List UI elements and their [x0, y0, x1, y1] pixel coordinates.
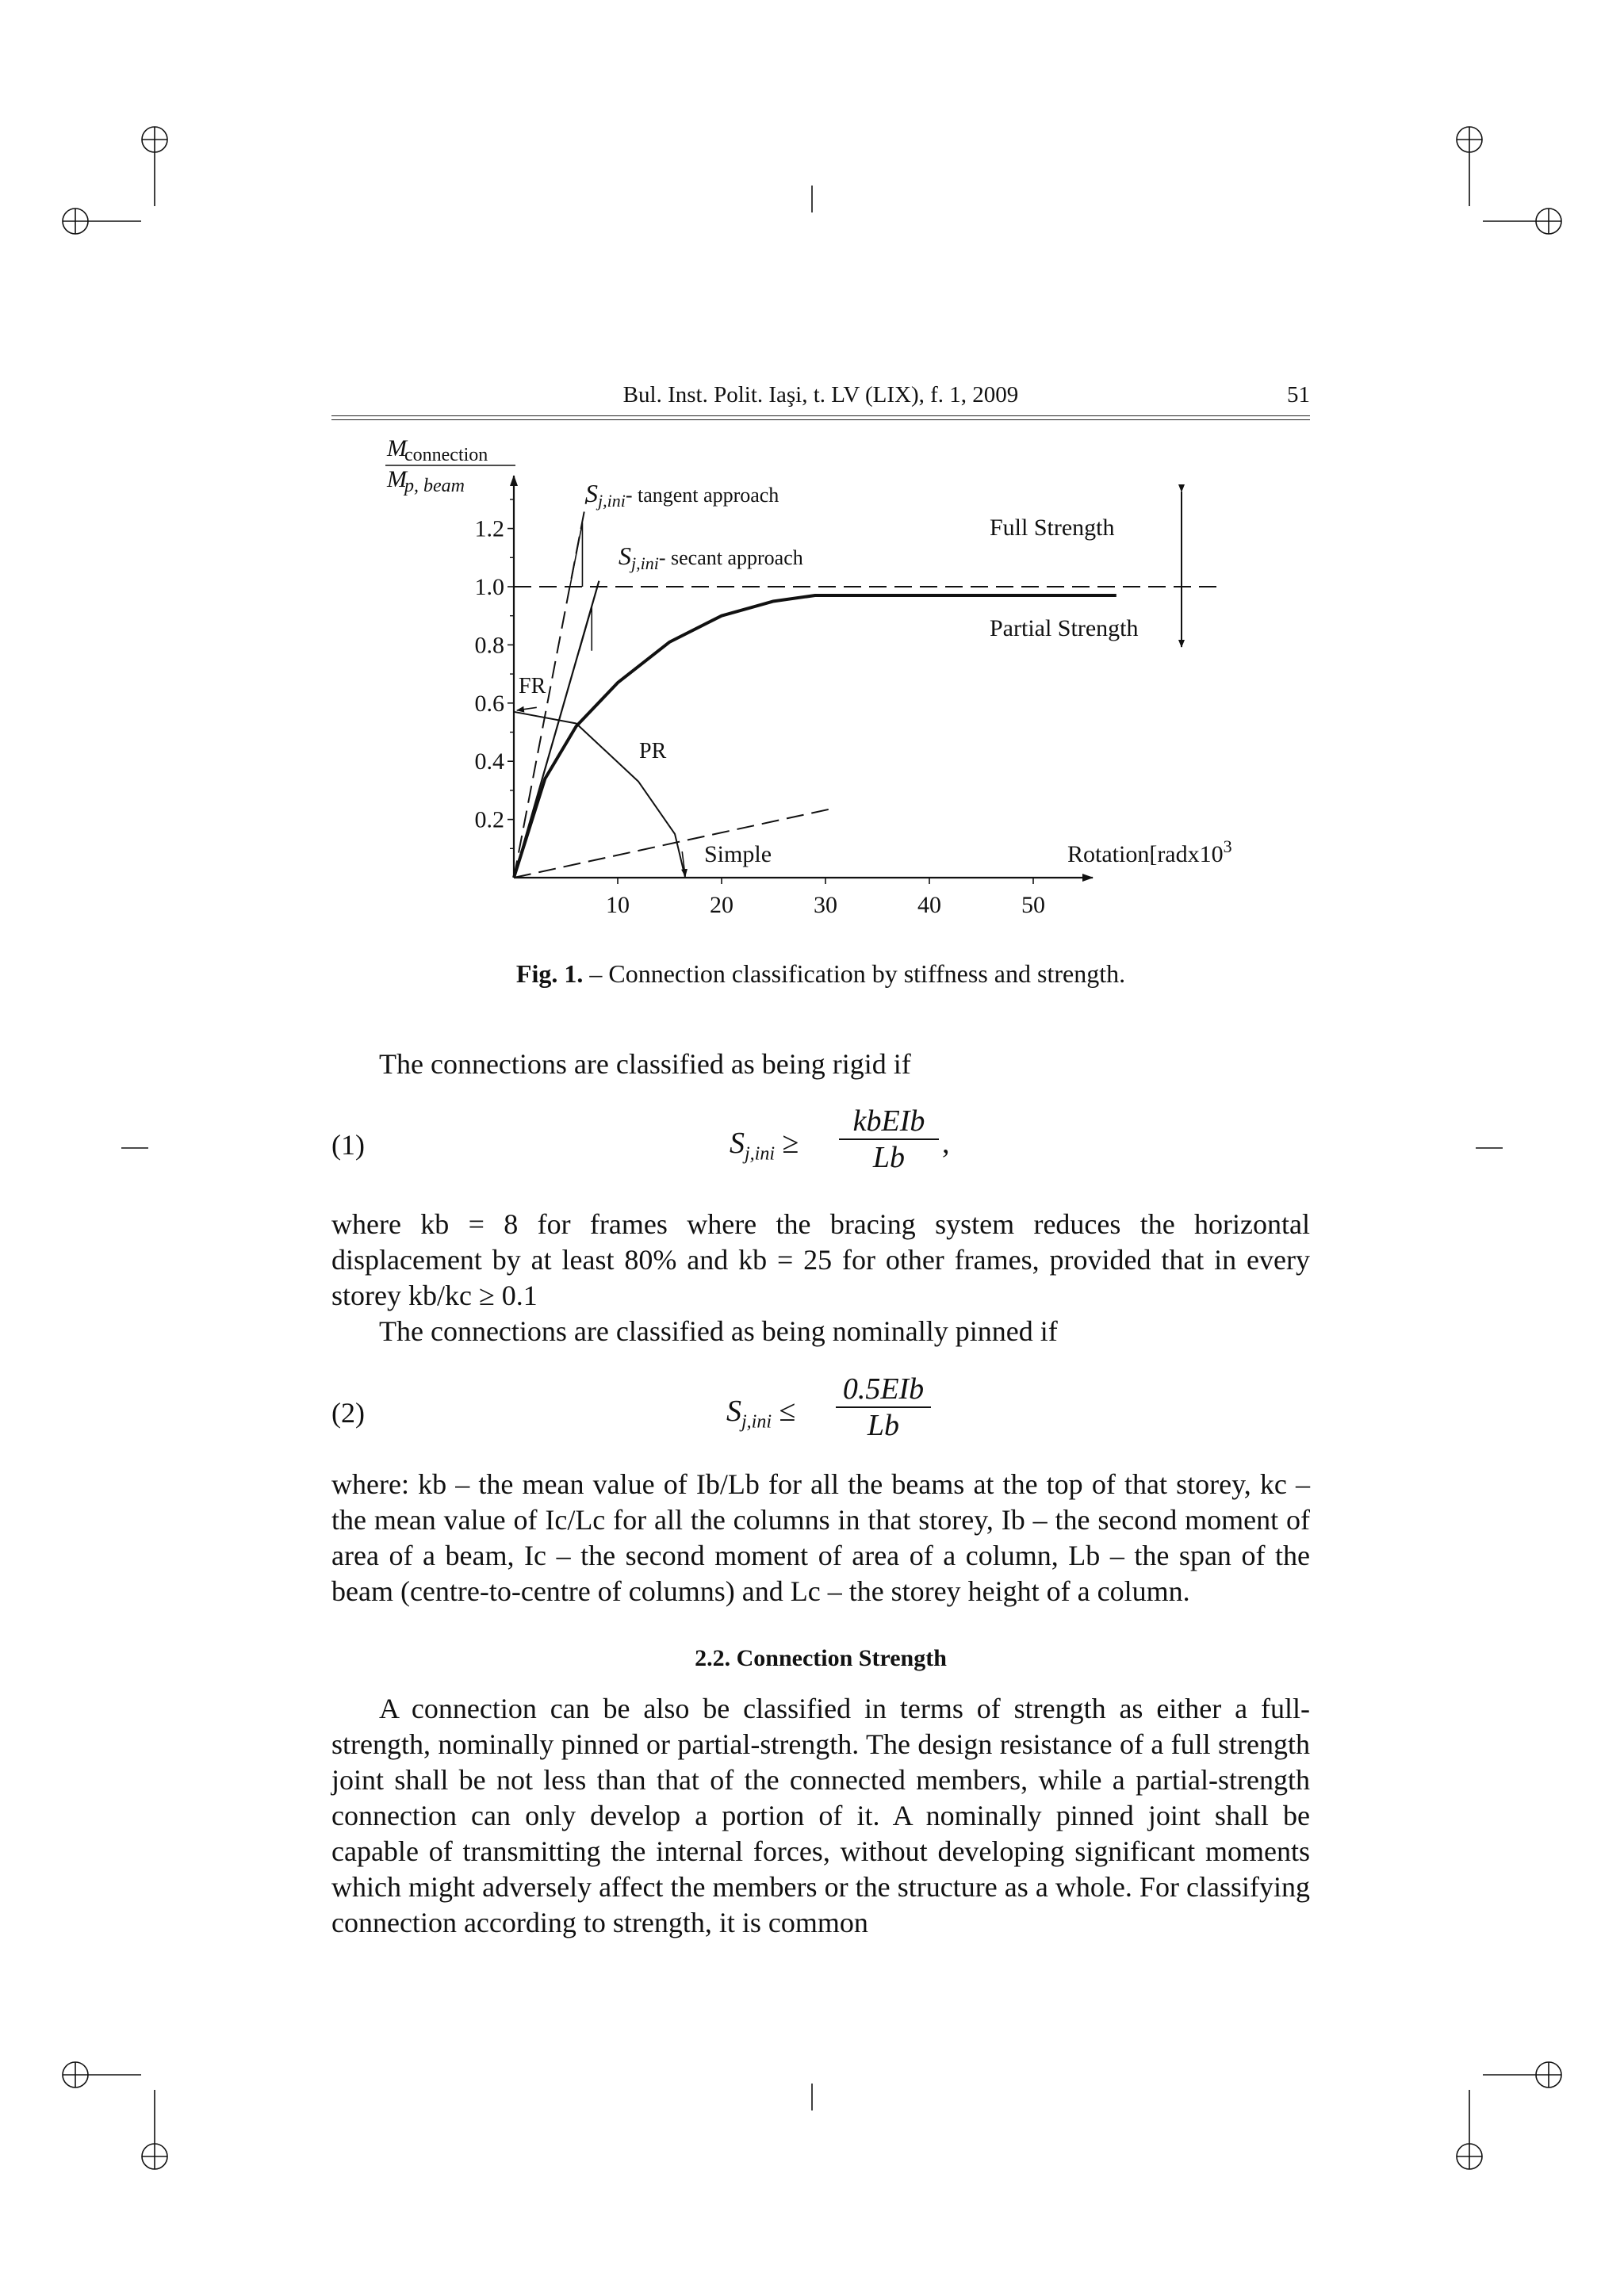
- equation-2-numerator: 0.5EIb: [842, 1372, 925, 1406]
- y-tick-label-1.2: 1.2: [474, 515, 504, 542]
- y-label-numerator-main: M: [387, 435, 407, 461]
- equation-2-fraction: [836, 1372, 931, 1443]
- paragraph-rigid-intro: The connections are classified as being rigid if: [379, 1048, 911, 1080]
- pr-label: PR: [639, 739, 667, 763]
- paragraph-symbol-definitions: where: kb – the mean value of Ib/Lb for all the beams at the top of that storey, kc – the mean value of Ic/Lc for all the columns in that storey, Ib – the second moment of area of a beam, Ic – the second moment of area of a column, Lb – the span of the beam (centre-to-centre of columns) and Lc – the storey height of a column.: [331, 1468, 1310, 1607]
- paragraph-connection-strength: A connection can be also be classified in terms of strength as either a full-strength, nominally pinned or partial-strength. The design resistance of a full strength joint shall be not less than that of the connected members, while a partial-strength connection can only develop a portion of it. A nominally pinned joint shall be capable of transmitting the internal forces, without developing significant moments which might adversely affect the members or the structure as a whole. For classifying connection according to strength, it is common: [331, 1693, 1310, 1938]
- partial-strength-label: Partial Strength: [990, 615, 1139, 641]
- x-tick-label-20: 20: [710, 892, 733, 918]
- paragraph-kb-definition: where kb = 8 for frames where the bracing system reduces the horizontal displacement by at least 80% and kb = 25 for other frames, provided that in every storey kb/kc ≥ 0.1: [331, 1208, 1310, 1311]
- y-label-numerator-sub: connection: [404, 445, 488, 465]
- equation-2-number: (2): [331, 1397, 365, 1429]
- full-strength-label: Full Strength: [990, 515, 1115, 541]
- y-label-denominator-sub: p, beam: [404, 476, 465, 496]
- x-tick-label-10: 10: [606, 892, 630, 918]
- registration-mark-bottom-left: [63, 2062, 167, 2169]
- y-tick-label-0.6: 0.6: [474, 690, 504, 717]
- x-tick-label-40: 40: [917, 892, 941, 918]
- header-rule-second: [331, 419, 1310, 420]
- header-rule: [331, 415, 1310, 416]
- fr-arrow: [517, 707, 537, 710]
- y-label-denominator-main: M: [387, 466, 407, 492]
- y-tick-label-0.4: 0.4: [474, 748, 504, 775]
- registration-mark-top-left: [63, 127, 167, 234]
- equation-1-numerator: kbEIb: [852, 1104, 925, 1138]
- equation-1-comma: ,: [942, 1127, 950, 1160]
- tangent-slope-triangle: [570, 522, 583, 587]
- simple-label: Simple: [704, 841, 772, 867]
- equation-2-lhs: $S_{j,ini}$ ≤: [726, 1395, 796, 1433]
- series-line-3: [514, 808, 836, 878]
- x-axis-label: $Rotation[radx10^3$: [1067, 836, 1232, 867]
- x-tick-label-30: 30: [814, 892, 837, 918]
- figure-caption-label: Fig. 1.: [515, 959, 584, 988]
- y-tick-label-1.0: 1.0: [474, 574, 504, 600]
- y-tick-label-0.8: 0.8: [474, 632, 504, 659]
- equation-1-number: (1): [331, 1129, 365, 1161]
- registration-mark-bottom-right: [1457, 2062, 1561, 2169]
- tangent-label: Sj,ini- tangent approach: [585, 479, 779, 511]
- secant-label: Sj,ini- secant approach: [619, 541, 803, 573]
- connection-classification-chart: [331, 428, 1310, 918]
- y-axis-label: [385, 435, 515, 496]
- figure-caption: [331, 956, 1310, 991]
- equation-1-fraction: [839, 1104, 939, 1175]
- fr-label: FR: [519, 674, 546, 698]
- paragraph-pinned-intro: The connections are classified as being nominally pinned if: [379, 1315, 1058, 1347]
- equation-1: [331, 1104, 1310, 1191]
- x-tick-label-50: 50: [1021, 892, 1045, 918]
- running-header: [331, 379, 1310, 417]
- secant-slope-triangle: [580, 607, 592, 651]
- figure-caption-text: – Connection classification by stiffness and strength.: [583, 959, 1126, 988]
- equation-1-lhs: $S_{j,ini}$ ≥: [730, 1127, 799, 1165]
- equation-1-denominator: Lb: [839, 1138, 939, 1175]
- journal-citation: Bul. Inst. Polit. Iaşi, t. LV (LIX), f. 1, 2009: [622, 382, 1019, 408]
- page-number: 51: [1287, 382, 1310, 408]
- equation-2: [331, 1367, 1310, 1454]
- y-tick-label-0.2: 0.2: [474, 806, 504, 833]
- registration-mark-top-right: [1457, 127, 1561, 234]
- equation-2-denominator: Lb: [836, 1406, 931, 1443]
- section-heading: 2.2. Connection Strength: [695, 1645, 947, 1671]
